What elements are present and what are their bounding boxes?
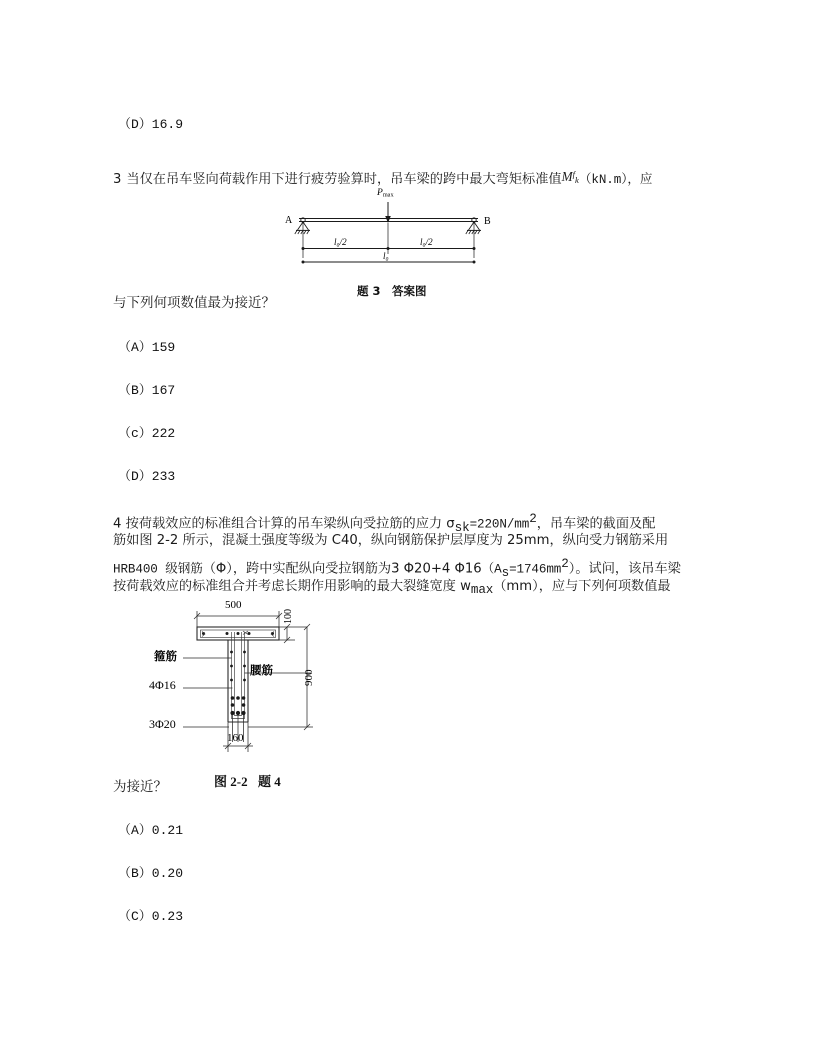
q4-as-value: =1746mm <box>509 562 562 577</box>
q4-stem-text-3-tail: ）。试问，该吊车梁 <box>568 561 681 577</box>
q4-steel-grade: HRB400 级钢筋 <box>113 562 203 577</box>
q4-as-subscript: s <box>501 565 510 580</box>
q4-stem-line5: 为接近？ <box>113 779 167 795</box>
q4-sigma-value: =220N/mm <box>469 517 530 532</box>
q3-stem-line1 <box>113 165 713 193</box>
prev-option-d: （D）16.9 <box>118 117 184 132</box>
q4-stem-text-1-tail: ，吊车梁的截面及配 <box>536 516 656 532</box>
beam-dim-full: l₀ <box>383 251 389 261</box>
q3-option-c: （c）222 <box>118 426 176 441</box>
q3-option-d: （D）233 <box>118 469 176 484</box>
q4-stem-text-1: 4 按荷载效应的标准组合计算的吊车梁纵向受拉筋的应力 σ <box>113 516 455 532</box>
q3-number: 3 <box>113 171 122 187</box>
q4-section-diagram <box>149 599 368 765</box>
q4-figure-caption-a: 图 2-2 <box>214 774 248 789</box>
q4-wmax-text: 按荷载效应的标准组合并考虑长期作用影响的最大裂缝宽度 w <box>113 579 471 594</box>
q4-wmax-subscript: max <box>470 583 494 598</box>
q4-sigma-exponent: 2 <box>529 512 537 526</box>
beam-load-letter: P <box>377 188 383 198</box>
section-dim-height: 900 <box>303 669 315 686</box>
q3-figure-caption: 题 3 答案图 <box>357 284 427 298</box>
beam-load-label <box>377 188 394 199</box>
section-label-waist: 腰筋 <box>250 663 273 677</box>
q3-option-a: （A）159 <box>118 340 176 355</box>
section-dim-width: 500 <box>225 599 242 611</box>
q4-option-b: （B）0.20 <box>118 866 184 881</box>
q4-stem-line2: 筋如图 2-2 所示，混凝土强度等级为 C40，纵向钢筋保护层厚度为 25mm，纵向受力钢筋采用 <box>113 533 669 548</box>
q3-moment-symbol: $M^f_k$ <box>561 168 579 186</box>
beam-dim-half-right: l₀/2 <box>420 237 433 247</box>
q3-beam-diagram <box>282 188 512 280</box>
q3-stem-text-b: （kN.m），应 <box>578 172 653 187</box>
beam-load-subscript: max <box>382 191 394 199</box>
q4-figure-caption-b: 题 4 <box>258 774 281 789</box>
q4-as-open: （A <box>481 562 502 577</box>
beam-dim-half-left: l₀/2 <box>334 237 347 247</box>
q4-option-c: （C）0.23 <box>118 909 184 924</box>
section-label-stirrup: 箍筋 <box>154 649 177 663</box>
q3-stem-line2: 与下列何项数值最为接近？ <box>113 295 275 311</box>
q4-as-exponent: 2 <box>561 557 569 571</box>
section-dim-web-width: 160 <box>227 732 244 744</box>
q4-wmax-tail: （mm），应与下列何项数值最 <box>493 579 671 594</box>
q4-steel-detail: （Φ），跨中实配纵向受拉钢筋为3 Φ20+4 Φ16 <box>202 561 482 577</box>
q4-option-a: （A）0.21 <box>118 823 184 838</box>
beam-support-a-label: A <box>285 215 293 226</box>
q4-sigma-subscript: sk <box>454 520 470 535</box>
q3-option-b: （B）167 <box>118 383 176 398</box>
section-label-rebar-top: 4Φ16 <box>149 678 176 692</box>
q4-stem-line4 <box>113 576 717 601</box>
section-label-rebar-bottom: 3Φ20 <box>149 717 176 731</box>
section-dim-flange-thickness: 100 <box>283 609 294 624</box>
q3-stem-text-a: 当仅在吊车竖向荷载作用下进行疲劳验算时，吊车梁的跨中最大弯矩标准值 <box>126 171 562 187</box>
beam-support-b-label: B <box>484 216 491 227</box>
